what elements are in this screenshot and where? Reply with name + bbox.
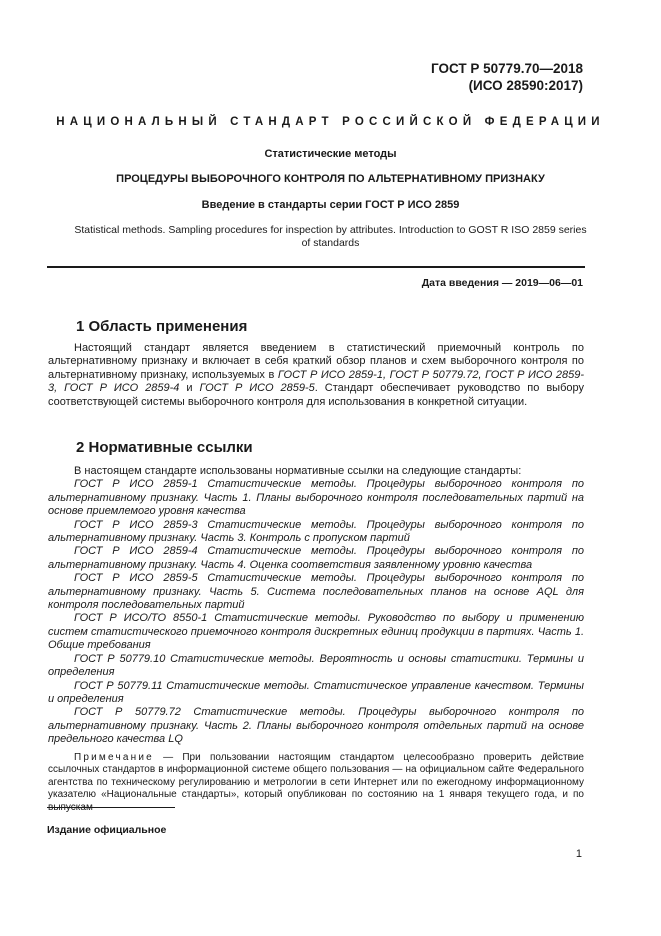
s1-text-a: Настоящий стандарт является введением в статистический приемочный контроль по альтернативному признаку и включает в себя краткий обзор планов и схем выборочного контроля по альтернативному признаку, используемых в [48, 342, 584, 381]
page-title: ПРОЦЕДУРЫ ВЫБОРОЧНОГО КОНТРОЛЯ ПО АЛЬТЕРНАТИВНОМУ ПРИЗНАКУ [116, 173, 545, 185]
ref-item: ГОСТ Р 50779.72 Статистические методы. Процедуры выборочного контроля по альтернативному признаку. Часть 2. Планы выборочного контроля отдельных партий на основе предельного качества LQ [48, 706, 584, 746]
s1-text-b: . Стандарт обеспечивает руководство по выбору соответствующей системы выборочного контроля для использования в конкретной ситуации. [48, 382, 584, 408]
english-title [66, 224, 595, 250]
section2-body [48, 465, 584, 815]
section2-lead: В настоящем стандарте использованы нормативные ссылки на следующие стандарты: [74, 465, 522, 477]
ref-item: ГОСТ Р ИСО 2859-3 Статистические методы. Процедуры выборочного контроля по альтернативному признаку. Часть 3. Контроль с пропуском партий [48, 518, 584, 545]
s1-text-and: и [179, 382, 200, 395]
ref-item: ГОСТ Р 50779.10 Статистические методы. Вероятность и основы статистики. Термины и определения [48, 652, 584, 679]
note-label: Примечание [74, 751, 154, 763]
title-group: Статистические методы [264, 148, 397, 160]
note-text: — При пользовании настоящим стандартом целесообразно проверить действие ссылочных стандартов в информационной системе общего пользования — на официальном сайте Федерального агентства по техническому регулированию и метрологии в сети Интернет или по ежегодному информационному указателю «Национальные стандарты», который опубликован по состоянию на 1 января текущего года, и по [48, 751, 584, 801]
ref-item: ГОСТ Р ИСО 2859-4 Статистические методы. Процедуры выборочного контроля по альтернативному признаку. Часть 4. Оценка соответствия заявленному уровню качества [48, 545, 584, 571]
s1-text-refs: ГОСТ Р ИСО 2859-1, ГОСТ Р 50779.72, ГОСТ Р ИСО 2859-3, ГОСТ Р ИСО 2859-4 [48, 368, 584, 395]
s1-text-ref-last: ГОСТ Р ИСО 2859-5 [199, 382, 315, 395]
standard-number: ГОСТ Р 50779.70—2018 [431, 61, 583, 76]
ref-item: ГОСТ Р ИСО/ТО 8550-1 Статистические методы. Руководство по выбору и применению систем статистического приемочного контроля дискретных единиц продукции в партиях. Часть 1. Общие требования [48, 612, 584, 652]
intro-date: Дата введения — 2019—06—01 [421, 277, 583, 289]
iso-number: (ИСО 28590:2017) [468, 78, 583, 93]
footer-rule [47, 807, 175, 808]
edition-label: Издание официальное [47, 824, 167, 836]
title-divider [47, 266, 585, 268]
national-standard-banner: НАЦИОНАЛЬНЫЙ СТАНДАРТ РОССИЙСКОЙ ФЕДЕРАЦИИ [56, 116, 605, 128]
ref-item: ГОСТ Р ИСО 2859-5 Статистические методы. Процедуры выборочного контроля по альтернативному признаку. Часть 5. Система последовательных планов на основе AQL для контроля последовательных партий [48, 572, 584, 612]
section1-heading: 1 Область применения [76, 318, 248, 335]
title-subtitle: Введение в стандарты серии ГОСТ Р ИСО 2859 [201, 199, 460, 211]
page-number: 1 [575, 848, 582, 860]
ref-item: ГОСТ Р ИСО 2859-1 Статистические методы. Процедуры выборочного контроля по альтернативному признаку. Часть 1. Планы выборочного контроля последовательных партий на основе приемлемого уровня качества [48, 478, 584, 518]
english-title-line2: of standards [301, 237, 360, 249]
section1-body [48, 342, 584, 409]
note-paragraph [48, 752, 584, 815]
section2-heading: 2 Нормативные ссылки [76, 439, 253, 456]
ref-item: ГОСТ Р 50779.11 Статистические методы. Статистическое управление качеством. Термины и определения [48, 679, 584, 705]
english-title-line1: Statistical methods. Sampling procedures for inspection by attributes. Introduction to GOST R ISO 2859 series [74, 224, 587, 236]
